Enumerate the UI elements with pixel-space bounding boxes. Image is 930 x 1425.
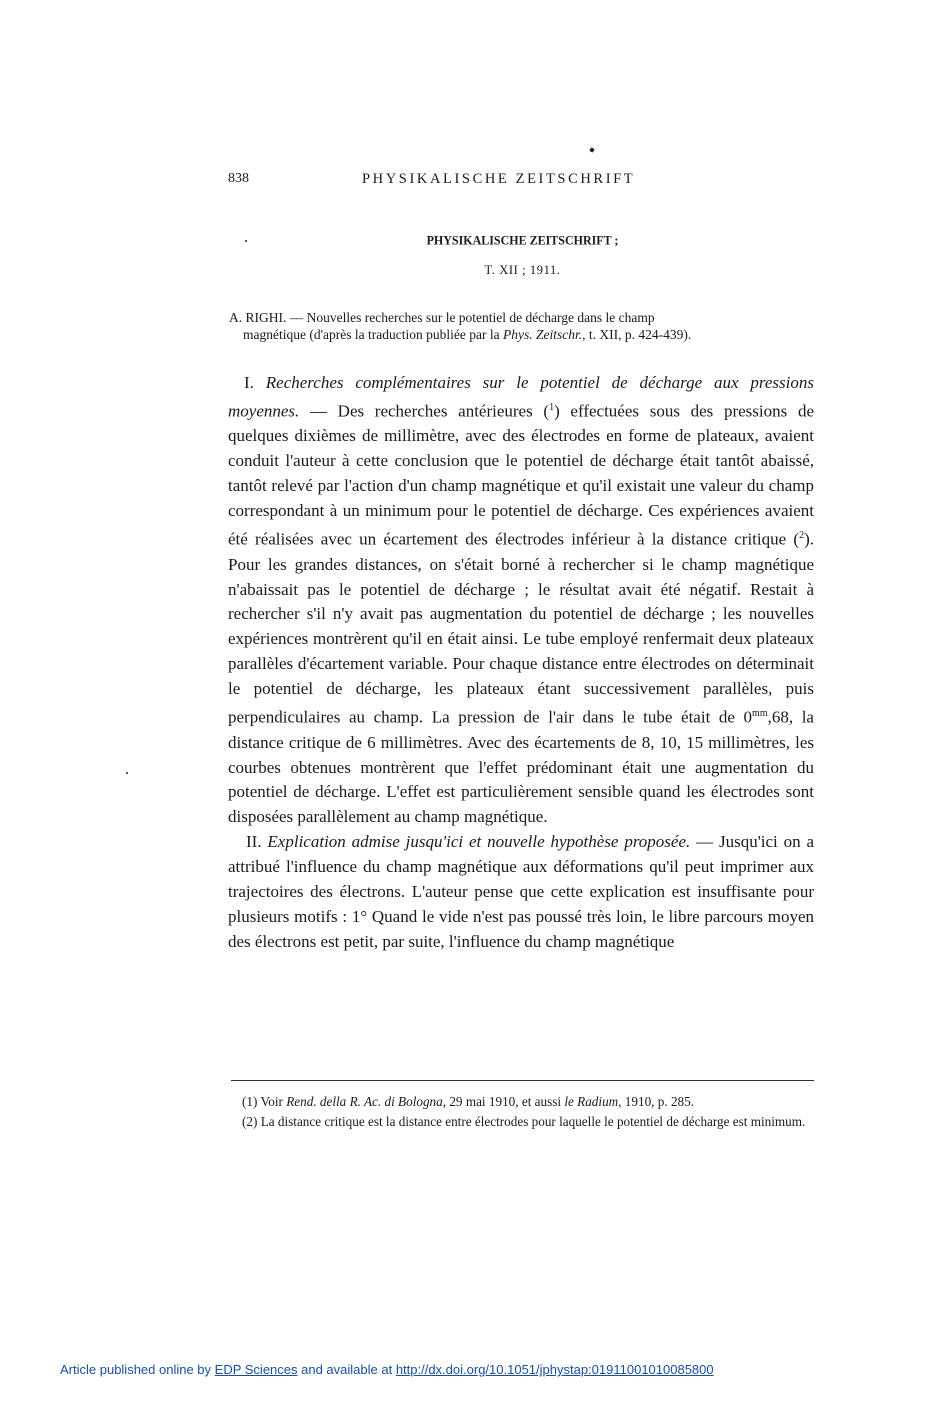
- body-text: [228, 371, 814, 955]
- fn1-radium: le Radium: [564, 1094, 619, 1109]
- footnotes: [230, 1094, 814, 1133]
- page-number: 838: [228, 171, 249, 186]
- article-ref-line2-post: , t. XII, p. 424-439).: [582, 327, 692, 342]
- p2-dash: —: [690, 832, 719, 852]
- footer-prefix: Article published online by: [60, 1362, 215, 1377]
- p1-heading: Recherches complémentaires sur le potentiel de décharge aux pressions moyennes.: [228, 373, 815, 421]
- footnote-rule: [231, 1080, 814, 1081]
- article-reference: [229, 309, 814, 343]
- article-ref-line1: — Nouvelles recherches sur le potentiel de décharge dans le champ: [286, 310, 655, 325]
- article-author: A. RIGHI.: [229, 310, 287, 325]
- p1-dash: —: [299, 401, 338, 421]
- article-ref-journal: Phys. Zeitschr.: [502, 327, 583, 342]
- footnote-ref-2[interactable]: 2: [799, 530, 805, 542]
- journal-title: PHYSIKALISCHE ZEITSCHRIFT ;: [426, 232, 619, 248]
- fn2-text: La distance critique est la distance entre électrodes pour laquelle le potentiel de décharge est minimum.: [257, 1113, 806, 1129]
- publication-footer: [60, 1362, 714, 1377]
- paragraph-2: [228, 830, 814, 955]
- footnote-1: [230, 1094, 814, 1111]
- fn1-text-a: Voir: [257, 1094, 287, 1109]
- footer-middle: and available at: [297, 1362, 396, 1377]
- footnote-2: [230, 1114, 814, 1131]
- p1-text-a: Des recherches antérieures (: [337, 401, 550, 421]
- fn2-mark: (2): [242, 1113, 258, 1129]
- scan-speck: [126, 772, 128, 774]
- scan-speck: [589, 147, 594, 152]
- p2-number: II.: [246, 832, 268, 852]
- p1-number: I.: [244, 373, 266, 392]
- article-ref-line2-pre: magnétique (d'après la traduction publiée par la: [243, 327, 503, 342]
- p1-text-d: ,68, la distance critique de 6 millimètres. Avec des écartements de 8, 10, 15 millimètres, les courbes obtenues montrèrent que l'effet prédominant était une augmentation du potentiel de décharge. L'effet est particulièrement sensible quand les électrodes sont disposées parallèlement au champ magnétique.: [228, 707, 814, 827]
- p1-text-b: ) effectuées sous des pressions de quelques dixièmes de millimètre, avec des électrodes en forme de plateaux, avaient conduit l'auteur à cette conclusion que le potentiel de décharge était tantôt abaissé, tantôt relevé par l'action d'un champ magnétique et qu'il existait une valeur du champ correspondant à un minimum pour le potentiel de décharge. Ces expériences avaient été réalisées avec un écartement des électrodes inférieur à la distance critique (: [228, 401, 814, 549]
- unit-mm: mm: [752, 708, 768, 720]
- edp-sciences-link[interactable]: EDP Sciences: [214, 1362, 298, 1377]
- fn1-text-c: , 29 mai 1910, et aussi: [442, 1094, 565, 1109]
- fn1-mark: (1): [242, 1094, 258, 1109]
- p2-heading: Explication admise jusqu'ici et nouvelle hypothèse proposée.: [267, 832, 691, 852]
- doi-link[interactable]: http://dx.doi.org/10.1051/jphystap:01911001010085800: [395, 1362, 714, 1377]
- fn1-text-e: , 1910, p. 285.: [618, 1094, 695, 1109]
- fn1-journal: Rend. della R. Ac. di Bologna: [286, 1094, 443, 1109]
- p2-text: Jusqu'ici on a attribué l'influence du champ magnétique aux déformations qu'il peut imprimer aux trajectoires des électrons. L'auteur pense que cette explication est insuffisante pour plusieurs motifs : 1° Quand le vide n'est pas poussé très loin, le libre parcours moyen des électrons est petit, par suite, l'influence du champ magnétique: [228, 832, 814, 951]
- p1-text-c: ). Pour les grandes distances, on s'était borné à rechercher si le champ magnétique n'abaissait pas le potentiel de décharge ; le résultat avait été négatif. Restait à rechercher s'il n'y avait pas augmentation du potentiel de décharge ; les nouvelles expériences montrèrent qu'il en était ainsi. Le tube employé renfermait deux plateaux parallèles d'écartement variable. Pour chaque distance entre électrodes on déterminait le potentiel de décharge, les plateaux étant successivement parallèles, puis perpendiculaires au champ. La pression de l'air dans le tube était de 0: [228, 529, 814, 727]
- volume-line: T. XII ; 1911.: [484, 263, 561, 277]
- paragraph-1: [228, 371, 814, 830]
- scan-speck: [245, 240, 247, 242]
- running-head: PHYSIKALISCHE ZEITSCHRIFT: [362, 171, 636, 187]
- footnote-ref-1[interactable]: 1: [549, 401, 555, 413]
